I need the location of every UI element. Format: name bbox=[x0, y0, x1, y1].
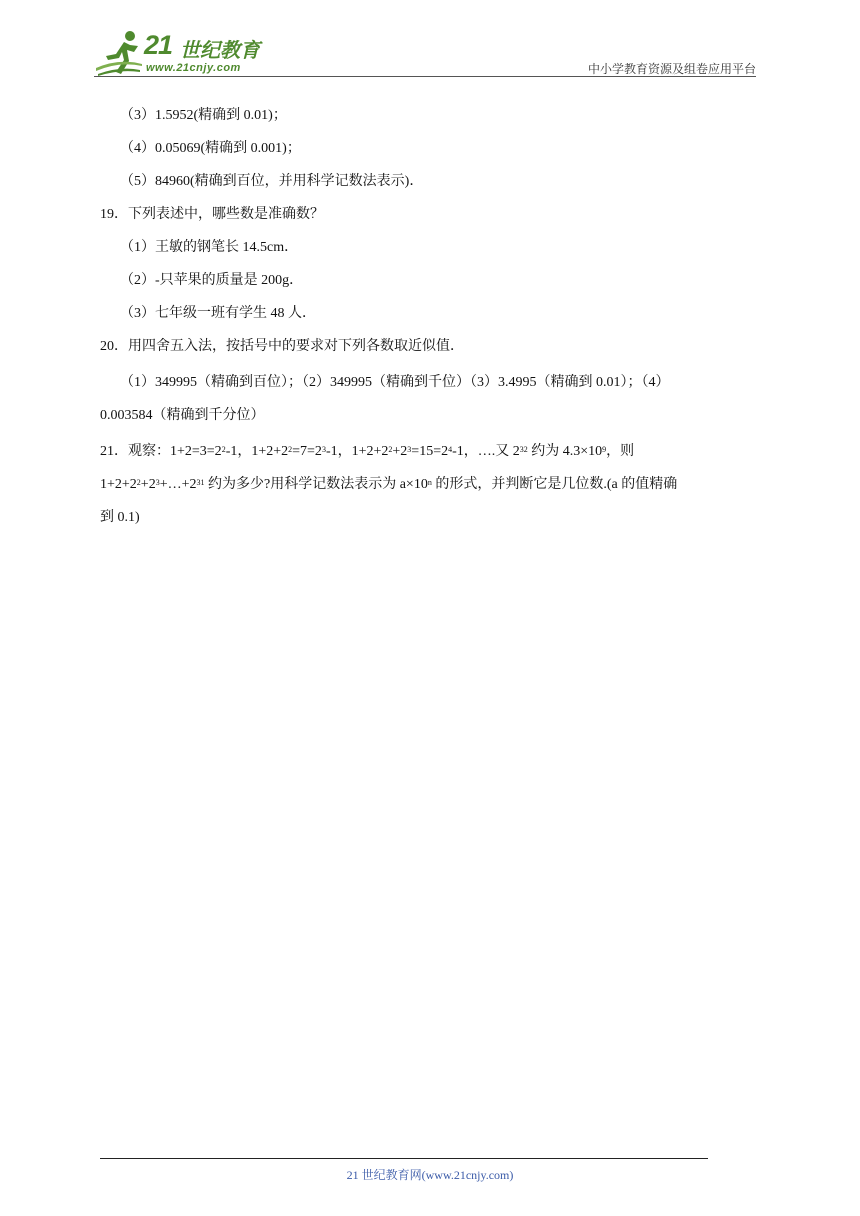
q21-text: 约为 4.3×10 bbox=[527, 444, 603, 459]
exponent: 3 bbox=[155, 478, 160, 487]
q21-text: +…+2 bbox=[159, 477, 197, 492]
exponent: 3 bbox=[407, 445, 412, 454]
q21-text: ，则 bbox=[606, 444, 635, 459]
exponent: 2 bbox=[136, 478, 141, 487]
logo-text: 世纪教育 bbox=[180, 38, 260, 62]
q19-item-2: （2）-只苹果的质量是 200g． bbox=[120, 273, 304, 288]
footer-link[interactable]: 21 世纪教育网(www.21cnjy.com) bbox=[346, 1168, 514, 1182]
q21-text: 21．观察：1+2=3=2 bbox=[100, 444, 222, 459]
q20-line-1: （1）349995（精确到百位）；（2）349995（精确到千位）（3）3.4995（精确到 0.01）；（4） bbox=[120, 375, 670, 390]
q18-item-3: （3）1.5952(精确到 0.01)； bbox=[120, 108, 287, 123]
header-divider bbox=[94, 76, 756, 77]
q21-text: +2 bbox=[392, 444, 408, 459]
exponent: n bbox=[427, 478, 432, 487]
q19-item-1: （1）王敏的钢笔长 14.5cm． bbox=[120, 240, 299, 255]
runner-icon bbox=[94, 28, 144, 78]
q21-line-3: 到 0.1) bbox=[100, 510, 140, 525]
q19-item-3: （3）七年级一班有学生 48 人． bbox=[120, 306, 316, 321]
q21-text: 的形式，并判断它是几位数.(a 的值精确 bbox=[431, 477, 678, 492]
exponent: 2 bbox=[221, 445, 226, 454]
q21-text: -1，1+2+2 bbox=[325, 444, 389, 459]
q21-text: +2 bbox=[140, 477, 156, 492]
q20-stem: 20．用四舍五入法，按括号中的要求对下列各数取近似值． bbox=[100, 339, 464, 354]
exponent: 2 bbox=[388, 445, 393, 454]
exponent: 4 bbox=[448, 445, 453, 454]
q21-text: -1，1+2+2 bbox=[225, 444, 289, 459]
exponent: 31 bbox=[196, 478, 205, 487]
q21-text: =7=2 bbox=[292, 444, 322, 459]
q21-text: 约为多少?用科学记数法表示为 a×10 bbox=[204, 477, 428, 492]
logo-url: www.21cnjy.com bbox=[146, 62, 241, 74]
q21-text: =15=2 bbox=[411, 444, 449, 459]
q21-text: 1+2+2 bbox=[100, 477, 137, 492]
page-header bbox=[0, 0, 860, 80]
q18-item-4: （4）0.05069(精确到 0.001)； bbox=[120, 141, 301, 156]
exponent: 3 bbox=[321, 445, 326, 454]
footer-divider bbox=[100, 1158, 708, 1159]
exponent: 32 bbox=[519, 445, 528, 454]
q21-text: -1，….又 2 bbox=[452, 444, 520, 459]
header-slogan: 中小学教育资源及组卷应用平台 bbox=[587, 62, 756, 76]
logo-number: 21 bbox=[144, 30, 173, 60]
exponent: 2 bbox=[288, 445, 293, 454]
q21-line-2 bbox=[100, 475, 677, 495]
site-logo[interactable] bbox=[94, 28, 264, 78]
exponent: 9 bbox=[602, 445, 607, 454]
q19-stem: 19．下列表述中，哪些数是准确数？ bbox=[100, 207, 324, 222]
q20-line-2: 0.003584（精确到千分位） bbox=[100, 408, 265, 423]
q18-item-5: （5）84960(精确到百位，并用科学记数法表示)． bbox=[120, 174, 424, 189]
q21-line-1 bbox=[100, 442, 634, 462]
